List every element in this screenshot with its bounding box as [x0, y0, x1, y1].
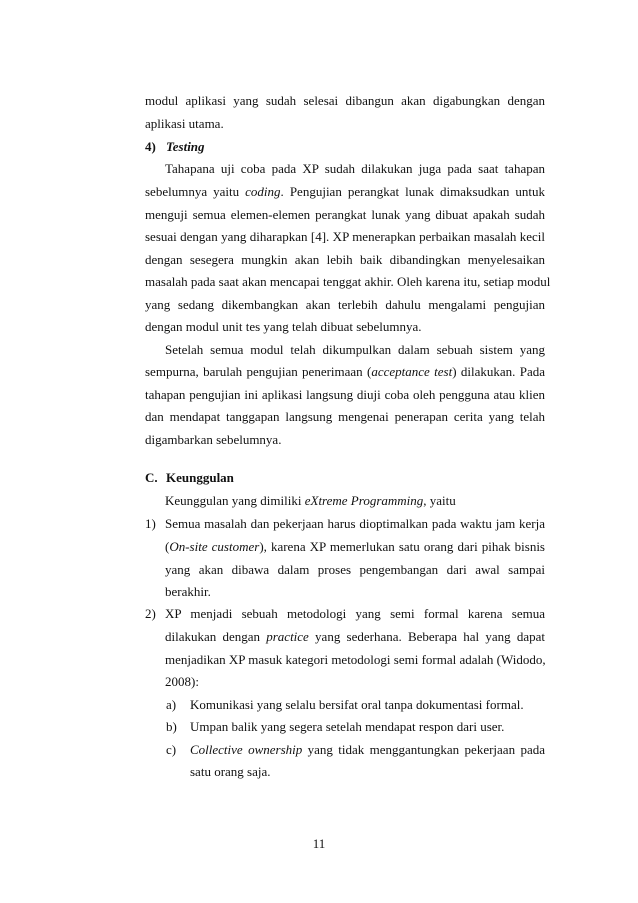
text-segment: Komunikasi yang selalu bersifat oral tanpa dokumentasi formal.: [190, 697, 524, 712]
page-number: 11: [312, 836, 326, 851]
text-segment: digambarkan sebelumnya.: [145, 432, 282, 447]
text-line: [165, 492, 545, 509]
text-line: [145, 363, 545, 380]
text-line: [145, 386, 545, 403]
text-segment: aplikasi utama.: [145, 116, 224, 131]
text-segment: sesuai dengan yang diharapkan [4]. XP menerapkan perbaikan masalah kecil: [145, 229, 545, 244]
text-segment: sempurna, barulah pengujian penerimaan (: [145, 364, 372, 379]
text-line: [165, 651, 545, 668]
text-segment: yang sedang dikembangkan akan terlebih dahulu mengalami pengujian: [145, 297, 545, 312]
italic-term: Collective ownership: [190, 742, 303, 757]
text-line: [145, 296, 545, 313]
text-line: [165, 583, 545, 600]
text-line: [165, 538, 545, 555]
text-line: [190, 718, 545, 735]
text-segment: ) dilakukan. Pada: [452, 364, 546, 379]
text-segment: yang akan dibawa dalam proses pengembangan dari awal sampai: [165, 562, 545, 577]
text-line: [145, 251, 545, 268]
italic-term: On-site customer: [169, 539, 260, 554]
text-segment: Keunggulan yang dimiliki: [165, 493, 305, 508]
text-segment: , yaitu: [423, 493, 456, 508]
list-number-1: 1): [145, 516, 156, 531]
italic-term: acceptance test: [371, 364, 453, 379]
text-segment: Umpan balik yang segera setelah mendapat respon dari user.: [190, 719, 505, 734]
text-segment: dan mendapat tanggapan langsung mengenai penerapan cerita yang telah: [145, 409, 545, 424]
italic-term: practice: [266, 629, 309, 644]
text-line: [165, 605, 545, 622]
text-line: [145, 228, 545, 245]
testing-number: 4): [145, 139, 156, 154]
text-segment: yang sederhana. Beberapa hal yang dapat: [308, 629, 545, 644]
testing-heading: Testing: [166, 139, 205, 154]
text-segment: masalah pada saat akan mencapai tenggat akhir. Oleh karena itu, setiap modul: [145, 274, 551, 289]
text-segment: (: [165, 539, 170, 554]
section-letter: C.: [145, 470, 158, 485]
text-line: [165, 515, 545, 532]
text-segment: yang tidak menggantungkan pekerjaan pada: [302, 742, 545, 757]
text-segment: modul aplikasi yang sudah selesai dibangun akan digabungkan dengan: [145, 93, 545, 108]
text-line: [145, 431, 545, 448]
text-line: [145, 318, 545, 335]
text-segment: sebelumnya yaitu: [145, 184, 246, 199]
sublist-letter-c: c): [166, 742, 177, 757]
text-segment: ), karena XP memerlukan satu orang dari pihak bisnis: [259, 539, 545, 554]
text-segment: tahapan pengujian ini aplikasi langsung diuji coba oleh pengguna atau klien: [145, 387, 545, 402]
text-line: [145, 183, 545, 200]
text-line: [190, 741, 545, 758]
text-line: [190, 696, 545, 713]
text-line: [165, 673, 545, 690]
text-line: [145, 115, 545, 132]
sublist-letter-b: b): [166, 719, 177, 734]
text-line: [145, 408, 545, 425]
section-heading: Keunggulan: [166, 470, 234, 485]
text-segment: dengan sesegera mungkin akan lebih baik dibandingkan menyelesaikan: [145, 252, 545, 267]
text-segment: Semua masalah dan pekerjaan harus dioptimalkan pada waktu jam kerja: [165, 516, 545, 531]
sublist-letter-a: a): [166, 697, 177, 712]
text-line: [145, 92, 545, 109]
list-number-2: 2): [145, 606, 156, 621]
text-segment: Setelah semua modul telah dikumpulkan dalam sebuah sistem yang: [165, 342, 545, 357]
text-line: [165, 160, 545, 177]
text-line: [165, 628, 545, 645]
text-line: [145, 273, 551, 290]
italic-term: coding: [245, 184, 281, 199]
text-segment: dilakukan dengan: [165, 629, 267, 644]
text-segment: menguji semua elemen-elemen perangkat lunak yang dibuat apakah sudah: [145, 207, 545, 222]
italic-term: eXtreme Programming: [304, 493, 424, 508]
text-line: [145, 206, 545, 223]
text-segment: . Pengujian perangkat lunak dimaksudkan untuk: [280, 184, 546, 199]
text-segment: berakhir.: [165, 584, 211, 599]
text-segment: satu orang saja.: [190, 764, 271, 779]
text-segment: Tahapana uji coba pada XP sudah dilakukan juga pada saat tahapan: [165, 161, 545, 176]
text-line: [165, 561, 545, 578]
text-line: [190, 763, 545, 780]
text-line: [165, 341, 545, 358]
text-segment: 2008):: [165, 674, 199, 689]
text-segment: dengan modul unit tes yang telah dibuat sebelumnya.: [145, 319, 422, 334]
text-segment: XP menjadi sebuah metodologi yang semi formal karena semua: [165, 606, 545, 621]
text-segment: menjadikan XP masuk kategori metodologi semi formal adalah (Widodo,: [165, 652, 546, 667]
